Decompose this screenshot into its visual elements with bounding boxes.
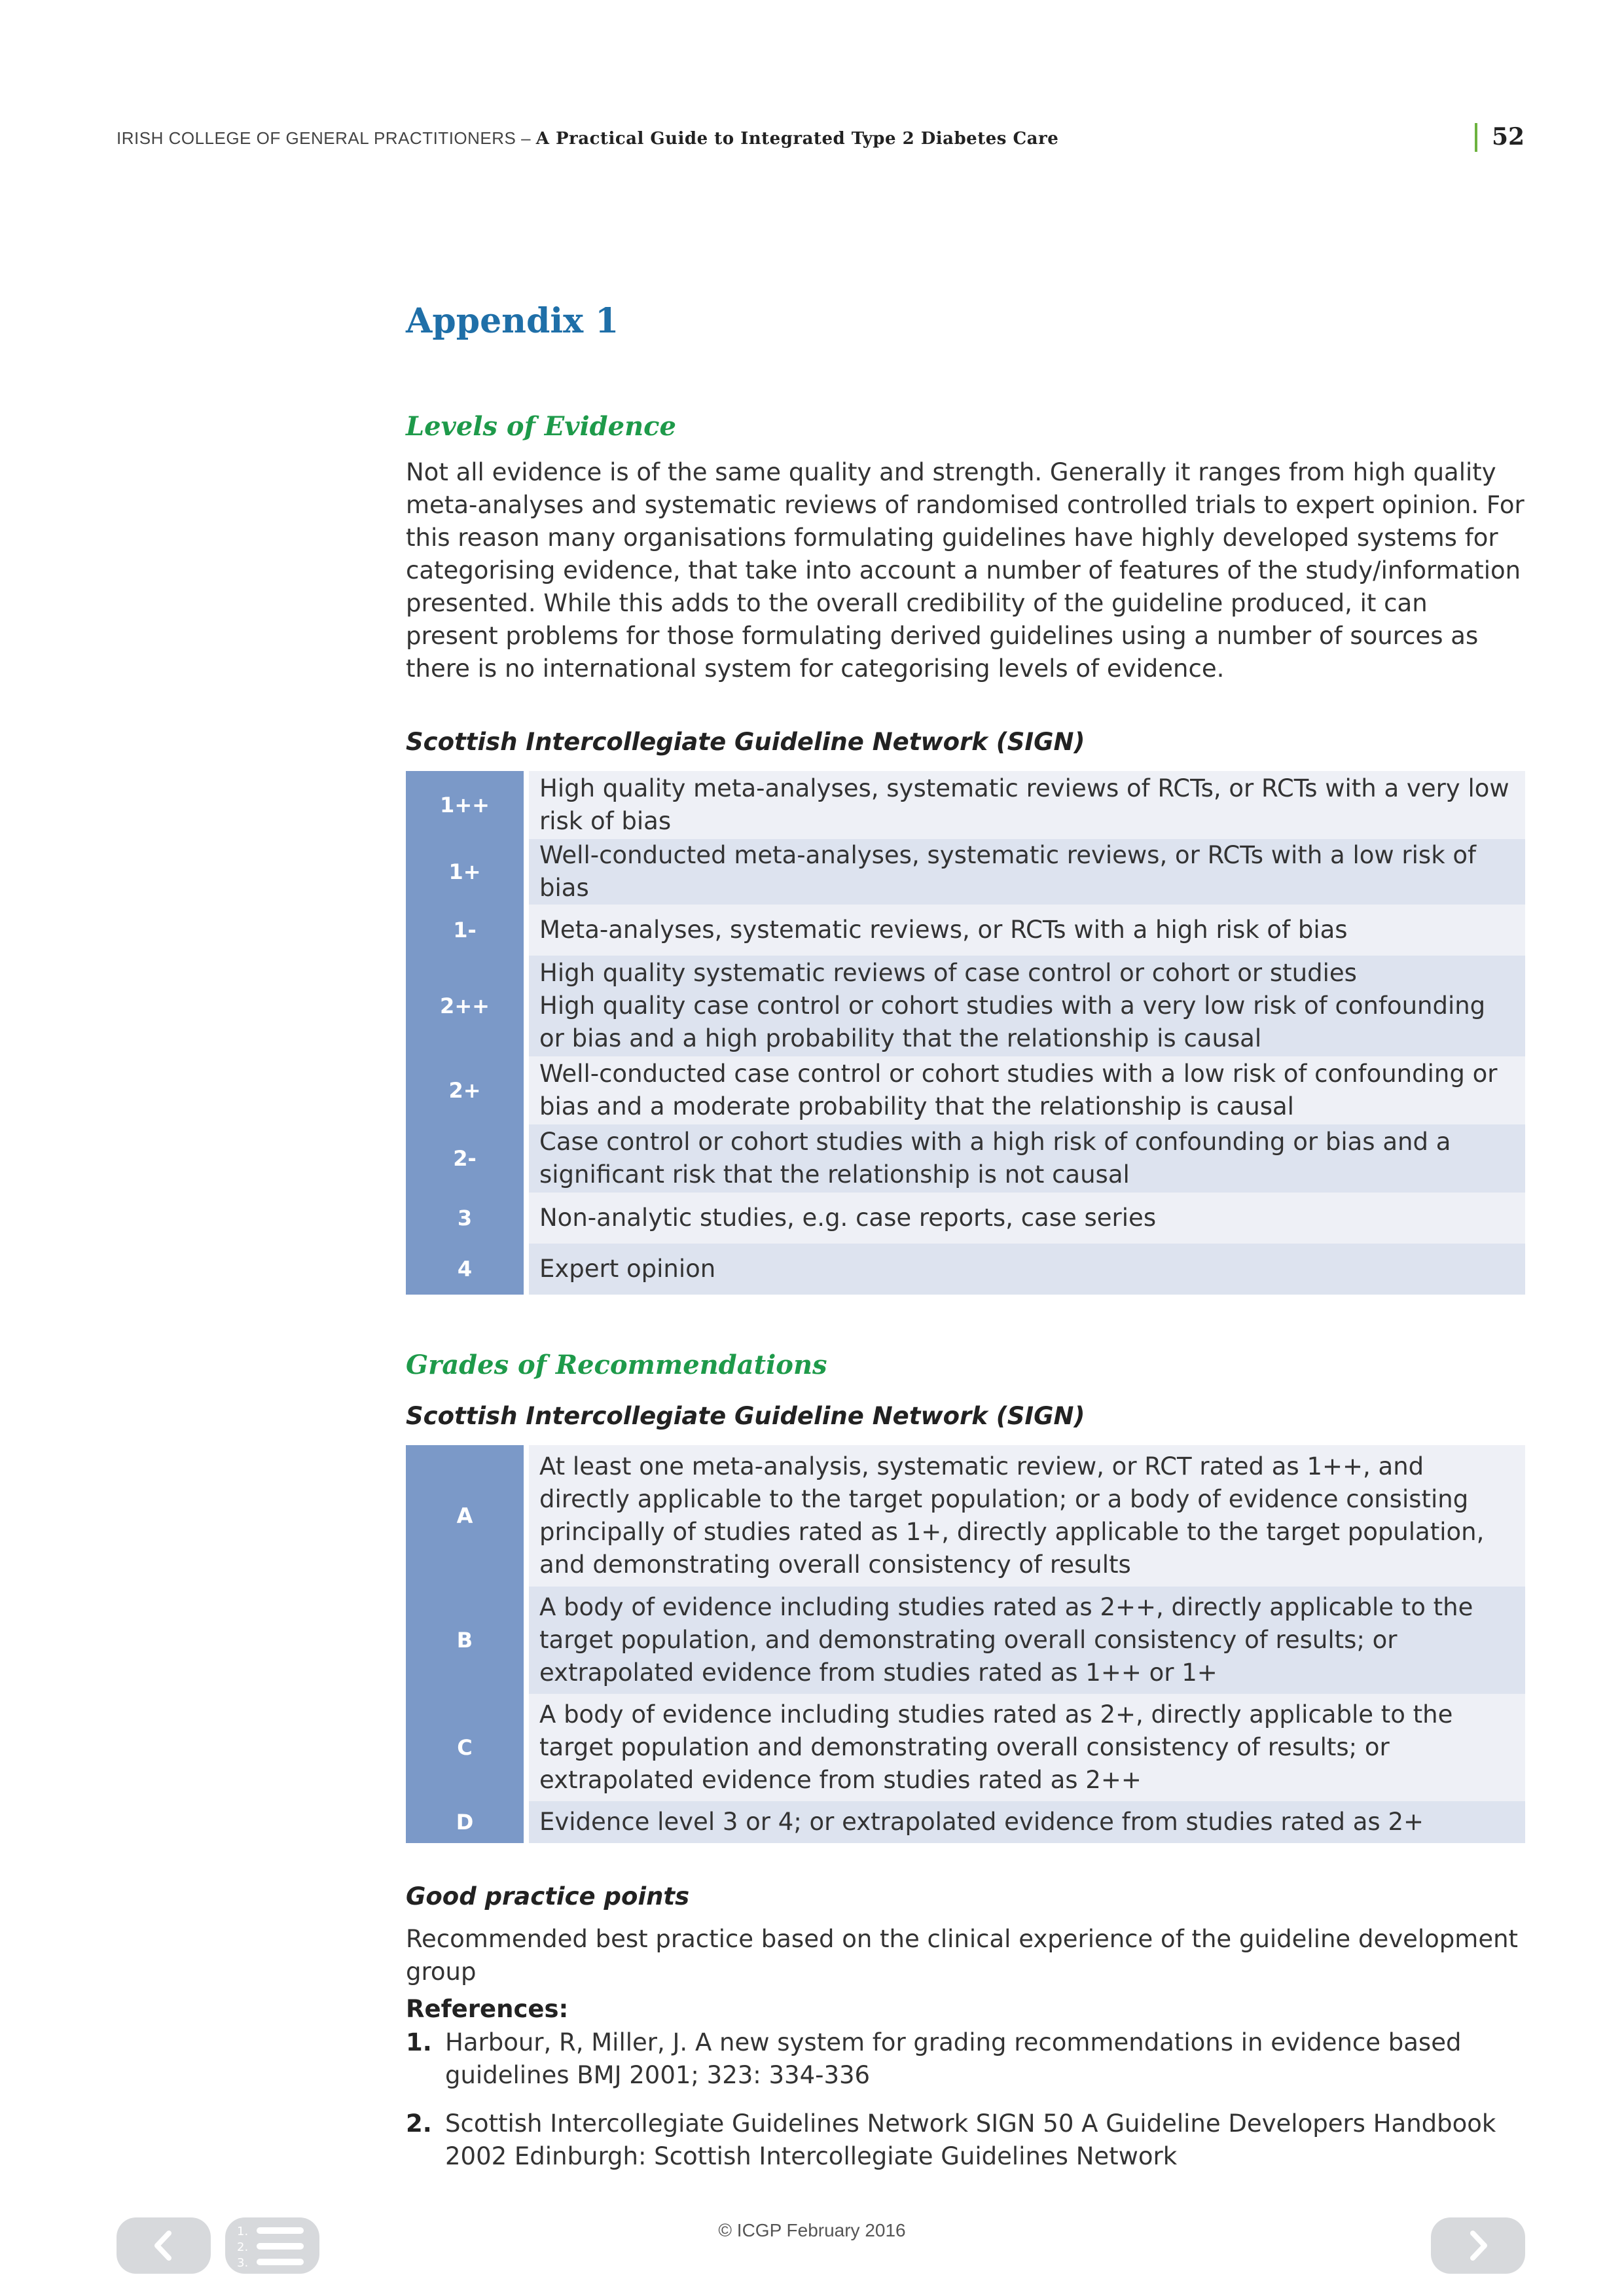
- footer-copyright: © ICGP February 2016: [718, 2220, 906, 2240]
- previous-page-button[interactable]: [117, 2217, 211, 2274]
- levels-table: [406, 771, 1525, 1295]
- level-code: 1-: [406, 905, 526, 956]
- levels-intro: Not all evidence is of the same quality and strength. Generally it ranges from high quality meta-analyses and systematic reviews of randomised controlled trials to expert opinion. For this reason many organisations formulating guidelines have highly developed systems for categorising evidence, that take into account a number of features of the study/information presented. While this adds to the overall credibility of the guideline produced, it can present problems for those formulating derived guidelines using a number of sources as there is no international system for categorising levels of evidence.: [406, 458, 1525, 683]
- grade-code: D: [406, 1801, 526, 1843]
- list-item: [406, 2108, 1525, 2173]
- table-row: [406, 771, 1525, 839]
- level-description: Well-conducted meta-analyses, systematic reviews, or RCTs with a low risk of bias: [526, 839, 1525, 905]
- table-row: [406, 1193, 1525, 1244]
- table-row: [406, 1244, 1525, 1295]
- level-code: 4: [406, 1244, 526, 1295]
- list-item: [406, 2026, 1525, 2092]
- level-code: 3: [406, 1193, 526, 1244]
- table-row: [406, 839, 1525, 905]
- chevron-left-icon: [151, 2229, 177, 2262]
- grade-code: A: [406, 1445, 526, 1587]
- table-row: [406, 1124, 1525, 1193]
- level-code: 1+: [406, 839, 526, 905]
- level-description: Non-analytic studies, e.g. case reports, case series: [526, 1193, 1525, 1244]
- reference-text: Scottish Intercollegiate Guidelines Network SIGN 50 A Guideline Developers Handbook 2002 Edinburgh: Scottish Intercollegiate Guidelines Network: [445, 2109, 1496, 2170]
- chevron-right-icon: [1465, 2229, 1491, 2262]
- table-row: [406, 956, 1525, 1056]
- toc-digit: 1.: [237, 2225, 249, 2238]
- level-code: 1++: [406, 771, 526, 839]
- toc-digit: 3.: [237, 2256, 249, 2270]
- level-code: 2+: [406, 1056, 526, 1124]
- page-number: 52: [1475, 123, 1525, 152]
- header-doc-title: A Practical Guide to Integrated Type 2 Diabetes Care: [535, 129, 1059, 149]
- references-list: [406, 2026, 1525, 2189]
- level-description-line: High quality systematic reviews of case control or cohort or studies: [539, 959, 1357, 987]
- level-description: Well-conducted case control or cohort studies with a low risk of confounding or bias and a moderate probability that the relationship is causal: [526, 1056, 1525, 1124]
- levels-heading: Levels of Evidence: [406, 411, 676, 442]
- grades-table: [406, 1445, 1525, 1843]
- level-code: 2-: [406, 1124, 526, 1193]
- good-practice-heading: Good practice points: [406, 1882, 690, 1910]
- grade-description: A body of evidence including studies rated as 2+, directly applicable to the target population and demonstrating overall consistency of results; or extrapolated evidence from studies rated as 2++: [526, 1694, 1525, 1801]
- level-description: Meta-analyses, systematic reviews, or RCTs with a high risk of bias: [526, 905, 1525, 956]
- grade-code: C: [406, 1694, 526, 1801]
- grade-code: B: [406, 1587, 526, 1694]
- table-row: [406, 1801, 1525, 1843]
- numbered-list-icon: [233, 2221, 312, 2270]
- toc-digit: 2.: [237, 2240, 249, 2254]
- grades-table-title: Scottish Intercollegiate Guideline Network (SIGN): [406, 1402, 1085, 1430]
- table-row: [406, 905, 1525, 956]
- reference-number: 2.: [406, 2109, 432, 2138]
- reference-number: 1.: [406, 2028, 432, 2056]
- table-row: [406, 1587, 1525, 1694]
- table-row: [406, 1694, 1525, 1801]
- level-description: High quality meta-analyses, systematic reviews of RCTs, or RCTs with a very low risk of bias: [526, 771, 1525, 839]
- running-header: [117, 128, 1527, 154]
- references-heading: References:: [406, 1995, 569, 2023]
- reference-text: Harbour, R, Miller, J. A new system for grading recommendations in evidence based guidelines BMJ 2001; 323: 334-336: [445, 2028, 1462, 2089]
- table-row: [406, 1056, 1525, 1124]
- good-practice-text: Recommended best practice based on the clinical experience of the guideline development group: [406, 1925, 1519, 1986]
- level-description-line: High quality case control or cohort studies with a very low risk of confounding or bias and a high probability that the relationship is causal: [539, 992, 1486, 1052]
- level-description: Case control or cohort studies with a high risk of confounding or bias and a significant risk that the relationship is not causal: [526, 1124, 1525, 1193]
- table-of-contents-button[interactable]: [225, 2217, 319, 2274]
- grade-description: At least one meta-analysis, systematic review, or RCT rated as 1++, and directly applicable to the target population; or a body of evidence consisting principally of studies rated as 1+, directly applicable to the target population, and demonstrating overall consistency of results: [526, 1445, 1525, 1587]
- grade-description: Evidence level 3 or 4; or extrapolated evidence from studies rated as 2+: [526, 1801, 1525, 1843]
- header-org: IRISH COLLEGE OF GENERAL PRACTITIONERS –: [117, 128, 536, 148]
- level-code: 2++: [406, 956, 526, 1056]
- level-description: Expert opinion: [526, 1244, 1525, 1295]
- page-title: Appendix 1: [406, 301, 619, 341]
- grades-heading: Grades of Recommendations: [406, 1350, 827, 1380]
- grade-description: A body of evidence including studies rated as 2++, directly applicable to the target population, and demonstrating overall consistency of results; or extrapolated evidence from studies rated as 1++ or 1+: [526, 1587, 1525, 1694]
- table-row: [406, 1445, 1525, 1587]
- level-description: [526, 956, 1525, 1056]
- next-page-button[interactable]: [1431, 2217, 1525, 2274]
- levels-table-title: Scottish Intercollegiate Guideline Network (SIGN): [406, 728, 1085, 756]
